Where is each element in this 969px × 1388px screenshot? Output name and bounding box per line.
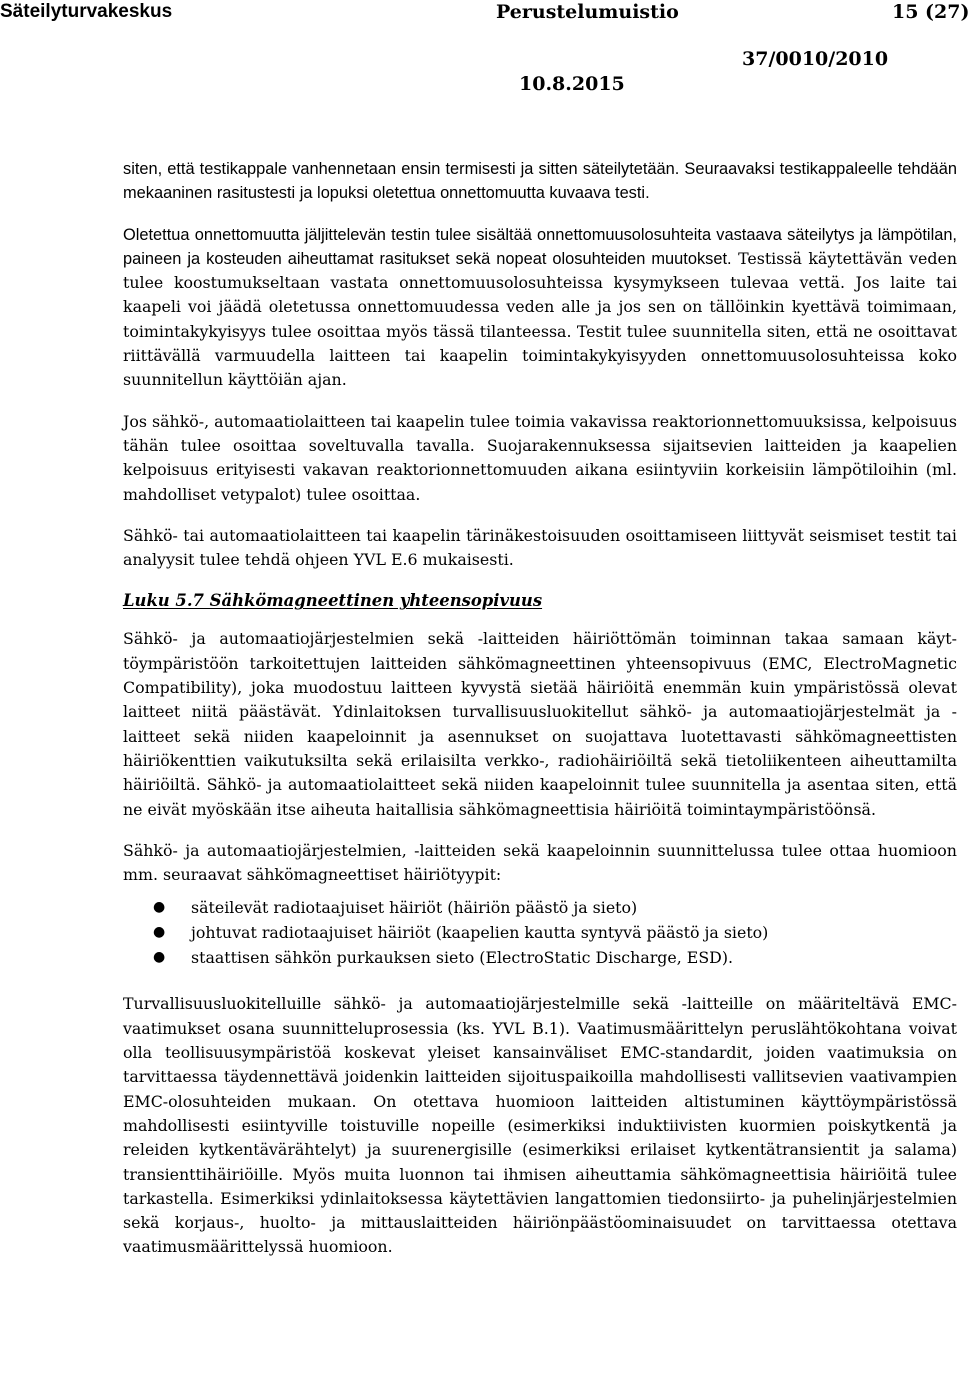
paragraph-6: Sähkö- ja automaatiojärjestelmien, -laitteiden sekä kaapeloinnin suunnittelussa tulee ottaa huomioon mm. seuraavat sähkömagneettiset häiriötyypit: <box>123 840 957 885</box>
paragraph-3: Jos sähkö-, automaatiolaitteen tai kaapelin tulee toimia vakavissa reaktorionnettomuuksissa, kelpoisuus tähän tulee osoittaa soveltuvalla tavalla. Suojarakennuksessa sijaitsevien laitteiden ja kaapelien kelpoisuus erityisesti vakavan reaktorionnettomuuden aikana esiintyviin korkeisiin lämpötiloihin (ml. mahdolliset vetypalot) tulee osoittaa. <box>123 411 957 504</box>
list-item: ● säteilevät radiotaajuiset häiriöt (häiriön päästö ja sieto) <box>123 895 957 920</box>
list-item: ● johtuvat radiotaajuiset häiriöt (kaapelien kautta syntyvä päästö ja sieto) <box>123 920 957 945</box>
paragraph-2-serif-part: Testissä käytettävän veden tulee koostumukseltaan vastata onnettomuusolosuhteissa kysymykseen tulevaa vettä. Jos laite tai kaapeli voi jäädä oletetussa onnettomuudessa veden alle ja jos sen on tällöinkin kyettävä toimimaan, toimintakykyisyys tulee osoittaa myös tässä tilanteessa. Testit tulee suunnitella siten, että ne osoittavat riittävällä varmuudella laitteen tai kaapelin toimintakykyisyyden onnettomuusolosuhteissa koko suunnitellun käyttöiän ajan. <box>123 248 957 390</box>
bullet-icon: ● <box>153 924 166 941</box>
paragraph-1: siten, että testikappale vanhennetaan ensin termisesti ja sitten säteilytetään. Seuraavaksi testikappaleelle tehdään mekaaninen rasitustesti ja lopuksi oletettua onnettomuutta kuvaava testi. <box>123 160 957 203</box>
interference-types-list <box>123 895 957 970</box>
paragraph-7: Turvallisuusluokitelluille sähkö- ja automaatiojärjestelmille sekä -laitteille on määriteltävä EMC-vaatimukset osana suunnitteluprosessia (ks. YVL B.1). Vaatimusmäärittelyn peruslähtökohtana voivat olla teollisuusympäristöä koskevat yleiset kansainväliset EMC-standardit, joiden vaatimuksia on tarvittaessa täydennettävä joidenkin laitteiden sijoituspaikoilla mahdollisesti vallitsevien vaativampien EMC-olosuhteiden mukaan. On otettava huomioon laitteiden altistuminen käyttöympäristössä mahdollisesti esiintyville toistuville nopeille (esimerkiksi induktiivisten kuormien poiskytkentä ja releiden kytkentävärähtelyt) ja suurenergisille (esimerkiksi erilaiset kytkentätransientit ja salama) transienttihäiriöille. Myös muita luonnon tai ihmisen aiheuttamia sähkömagneettisia häiriöitä tulee tarkastella. Esimerkiksi ydinlaitoksessa käytettävien langattomien tiedonsiirto- ja puhelinjärjestelmien sekä korjaus-, huolto- ja mittauslaitteiden häiriönpäästöominaisuudet on tarvittaessa otettava vaatimusmäärittelyssä huomioon. <box>123 994 957 1257</box>
organization-name: Säteilyturvakeskus <box>0 1 173 22</box>
section-heading: Luku 5.7 Sähkömagneettinen yhteensopivuus <box>123 591 543 611</box>
paragraph-5: Sähkö- ja automaatiojärjestelmien sekä -laitteiden häiriöttömän toiminnan takaa samaan käyttöympäristöön tarkoitettujen laitteiden sähkömagneettinen yhteensopivuus (EMC, ElectroMagnetic Compatibility), joka muodostuu laitteen kyvystä sietää häiriöitä enemmän kuin ympäristössä olevat laitteet niitä päästävät. Ydinlaitoksen turvallisuusluokitellut sähkö- ja automaatiojärjestelmät ja -laitteet sekä niiden kaapeloinnit ja asennukset on suojattava luotettavasti sähkömagneettisten häiriökenttien vaikutuksilta sekä erilaisilta verkko-, radiohäiriöiltä sekä tietoliikenteen aiheuttamilta häiriöiltä. Sähkö- ja automaatiolaitteet sekä niiden kaapeloinnit tulee suunnitella ja asentaa siten, että ne eivät myöskään itse aiheuta haitallisia sähkömagneettisia häiriöitä toimintaympäristöönsä. <box>123 629 957 819</box>
paragraph-2 <box>123 223 957 393</box>
document-type: Perustelumuistio <box>496 1 679 23</box>
paragraph-4: Sähkö- tai automaatiolaitteen tai kaapelin tärinäkestoisuuden osoittamiseen liittyvät seismiset testit tai analyysit tulee tehdä ohjeen YVL E.6 mukaisesti. <box>123 525 957 570</box>
document-body <box>123 157 957 1260</box>
bullet-icon: ● <box>153 949 166 966</box>
list-item: ● staattisen sähkön purkauksen sieto (ElectroStatic Discharge, ESD). <box>123 945 957 970</box>
page-number: 15 (27) <box>892 1 969 23</box>
paragraph-2-sans-part: Oletettua onnettomuutta jäljittelevän testin tulee sisältää onnettomuusolosuhteita vastaava säteilytys ja lämpötilan, paineen ja kosteuden aiheuttamat rasitukset sekä nopeat olosuhteiden muutokset. <box>123 225 957 268</box>
document-date: 10.8.2015 <box>519 73 625 95</box>
bullet-icon: ● <box>153 899 166 916</box>
document-number: 37/0010/2010 <box>742 48 889 70</box>
